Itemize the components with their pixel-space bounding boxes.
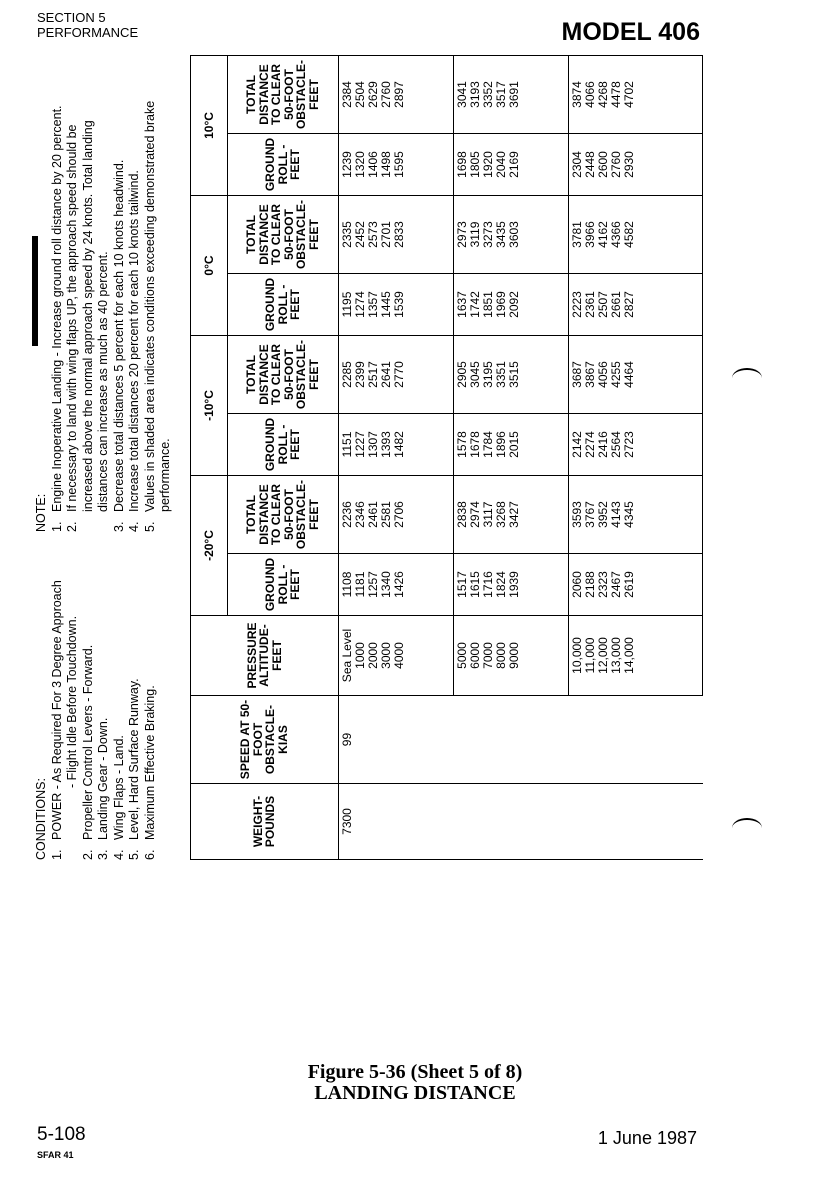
total-distance-cell [453, 195, 568, 273]
cell-value: 2304 [570, 151, 585, 178]
cell-value: 1678 [467, 431, 482, 458]
list-item [143, 540, 159, 860]
cell-value: 4345 [622, 501, 637, 528]
cell-value: 3119 [467, 221, 482, 248]
cell-value: 3867 [583, 361, 598, 388]
cell-value: 3767 [583, 501, 598, 528]
total-distance-cell [453, 476, 568, 554]
item-number: 2. [65, 521, 79, 532]
list-item [112, 82, 128, 532]
cell-value: 2169 [506, 151, 521, 178]
cell-value: 1445 [378, 291, 393, 318]
cell-value: 3435 [493, 221, 508, 248]
cell-value: 3427 [506, 501, 521, 528]
temp-header: -10°C [191, 336, 228, 476]
revision-date: 1 June 1987 [597, 1128, 697, 1148]
cell-value: 1578 [454, 431, 469, 458]
cell-value: 12,000 [596, 637, 611, 674]
cell-value: 1896 [493, 431, 508, 458]
cell-value: 1805 [467, 151, 482, 178]
cell-value: 2223 [570, 291, 585, 318]
cell-value: 3593 [570, 501, 585, 528]
cell-value: 2416 [596, 431, 611, 458]
cell-value: 4255 [609, 361, 624, 388]
cell-value: 1151 [339, 431, 354, 458]
item-text: POWER - As Required For 3 Degree Approach [49, 580, 64, 840]
altitude-cell [569, 616, 703, 696]
cell-value: 1307 [365, 431, 380, 458]
item-number: 2. [80, 849, 95, 860]
note-block [34, 82, 174, 532]
list-item [50, 82, 66, 532]
sfar-label: SFAR 41 [37, 1150, 74, 1160]
cell-value: 3966 [583, 221, 598, 248]
temp-header: -20°C [191, 476, 228, 616]
cell-value: 4000 [391, 642, 406, 669]
cell-value: 2897 [391, 81, 406, 108]
figure-title: LANDING DISTANCE [314, 1082, 516, 1104]
table-row [338, 55, 453, 859]
cell-value: 3691 [506, 81, 521, 108]
cell-value: 2905 [454, 361, 469, 388]
subsection-label: PERFORMANCE [37, 25, 139, 40]
cell-value: 2323 [596, 571, 611, 598]
cell-value: 2399 [352, 361, 367, 388]
cell-value: 4066 [583, 81, 598, 108]
cell-value: 2346 [352, 501, 367, 528]
item-text: Increase total distances 20 percent for each 10 knots tailwind. [127, 170, 141, 512]
cell-value: 2060 [570, 571, 585, 598]
cell-value: 5000 [454, 642, 469, 669]
cell-value: 7000 [480, 642, 495, 669]
total-distance-header: TOTAL DISTANCE TO CLEAR 50-FOOT OBSTACLE-FEET [228, 55, 338, 133]
cell-value: 1824 [493, 571, 508, 598]
list-item [143, 82, 174, 532]
binding-mark [732, 818, 762, 838]
cell-value: 6000 [467, 642, 482, 669]
landing-distance-table [190, 55, 703, 860]
cell-value: 3195 [480, 361, 495, 388]
cell-value: 3603 [506, 221, 521, 248]
item-text: Propeller Control Levers - Forward. [80, 644, 95, 840]
weight-cell [338, 784, 453, 860]
cell-value: 2361 [583, 291, 598, 318]
cell-value: 2188 [583, 571, 598, 598]
cell-value: 1637 [454, 291, 469, 318]
cell-value: 1517 [454, 571, 469, 598]
cell-value: 1498 [378, 151, 393, 178]
conditions-list [50, 540, 159, 860]
cell-value: 10,000 [570, 637, 585, 674]
list-item [127, 540, 143, 860]
total-distance-cell [569, 195, 703, 273]
cell-value: 4143 [609, 501, 624, 528]
cell-value: 3193 [467, 81, 482, 108]
item-text: Landing Gear - Down. [96, 717, 110, 840]
cell-value: 1716 [480, 571, 495, 598]
cell-value: 4582 [622, 221, 637, 248]
total-distance-cell [338, 476, 453, 554]
ground-roll-header: GROUND ROLL - FEET [228, 274, 338, 336]
cell-value: 2827 [622, 291, 637, 318]
cell-value: 2040 [493, 151, 508, 178]
item-number: 1. [49, 849, 64, 860]
cell-value: 2384 [339, 81, 354, 108]
cell-value: 9000 [506, 642, 521, 669]
cell-value: 2770 [391, 361, 406, 388]
ground-roll-cell [569, 414, 703, 476]
cell-value: 3515 [506, 361, 521, 388]
list-item [96, 540, 112, 860]
cell-value: 2974 [467, 501, 482, 528]
list-item [65, 540, 81, 860]
cell-value: 2236 [339, 501, 354, 528]
cell-value: 2723 [622, 431, 637, 458]
cell-value: 2142 [570, 431, 585, 458]
speed-header: SPEED AT 50-FOOT OBSTACLE-KIAS [191, 696, 339, 784]
altitude-cell [338, 616, 453, 696]
total-distance-cell [338, 336, 453, 414]
rotated-chart-area [30, 59, 702, 860]
cell-value: 2285 [339, 361, 354, 388]
cell-value: 1615 [467, 571, 482, 598]
item-text: If necessary to land with wing flaps UP, the approach speed should be increased above the normal approach speed by 24 knots. Total landing distances can increase as much as 40 percent. [65, 120, 110, 512]
speed-cell [453, 696, 568, 784]
list-item [112, 540, 128, 860]
cell-value: 2000 [365, 642, 380, 669]
cell-value: 14,000 [622, 637, 637, 674]
cell-value: 3952 [596, 501, 611, 528]
cell-value: 2564 [609, 431, 624, 458]
figure-caption [0, 1062, 830, 1104]
cell-value: 2661 [609, 291, 624, 318]
cell-value: 1939 [506, 571, 521, 598]
total-distance-cell [569, 476, 703, 554]
cell-value: 2507 [596, 291, 611, 318]
cell-value: 3874 [570, 81, 585, 108]
total-distance-cell [338, 195, 453, 273]
cell-value: 2274 [583, 431, 598, 458]
cell-value: 2452 [352, 221, 367, 248]
cell-value: 1108 [339, 571, 354, 598]
note-list [50, 82, 174, 532]
cell-value: 2504 [352, 81, 367, 108]
cell-value: 1000 [352, 642, 367, 669]
temp-header: 10°C [191, 55, 228, 195]
total-distance-cell [569, 55, 703, 133]
cell-value: 1181 [352, 571, 367, 598]
ground-roll-cell [453, 554, 568, 616]
total-distance-header: TOTAL DISTANCE TO CLEAR 50-FOOT OBSTACLE-FEET [228, 476, 338, 554]
cell-value: 2973 [454, 221, 469, 248]
item-text: Maximum Effective Braking. [142, 685, 157, 840]
conditions-title: CONDITIONS: [34, 778, 48, 860]
cell-value: 4162 [596, 221, 611, 248]
total-distance-header: TOTAL DISTANCE TO CLEAR 50-FOOT OBSTACLE-FEET [228, 195, 338, 273]
cell-value: 7300 [339, 808, 354, 835]
item-number: 5. [127, 849, 141, 860]
cell-value: 2461 [365, 501, 380, 528]
item-number: 5. [142, 521, 157, 532]
cell-value: 1742 [467, 291, 482, 318]
cell-value: 2467 [609, 571, 624, 598]
ground-roll-cell [569, 554, 703, 616]
cell-value: 1969 [493, 291, 508, 318]
cell-value: 1920 [480, 151, 495, 178]
item-number: 3. [96, 849, 110, 860]
total-distance-cell [453, 336, 568, 414]
item-number [65, 840, 81, 860]
cell-value: 2619 [622, 571, 637, 598]
cell-value: 2600 [596, 151, 611, 178]
cell-value: 2760 [609, 151, 624, 178]
cell-value: 1851 [480, 291, 495, 318]
item-text: - Flight Idle Before Touchdown. [65, 615, 79, 788]
cell-value: Sea Level [339, 628, 354, 683]
altitude-header: PRESSURE ALTITUDE-FEET [191, 616, 339, 696]
table-row [453, 55, 568, 859]
ground-roll-cell [338, 554, 453, 616]
item-text: Level, Hard Surface Runway. [127, 678, 141, 840]
cell-value: 4702 [622, 81, 637, 108]
cell-value: 1784 [480, 431, 495, 458]
weight-cell [453, 784, 568, 860]
weight-header: WEIGHT-POUNDS [191, 784, 339, 860]
item-number: 4. [111, 849, 126, 860]
table-row [569, 55, 703, 859]
cell-value: 2930 [622, 151, 637, 178]
cell-value: 2629 [365, 81, 380, 108]
item-number: 6. [142, 849, 157, 860]
cell-value: 1320 [352, 151, 367, 178]
cell-value: 2517 [365, 361, 380, 388]
cell-value: 3268 [493, 501, 508, 528]
note-title: NOTE: [34, 493, 48, 532]
cell-value: 1274 [352, 291, 367, 318]
cell-value: 1340 [378, 571, 393, 598]
cell-value: 2573 [365, 221, 380, 248]
item-number: 4. [127, 521, 141, 532]
ground-roll-header: GROUND ROLL - FEET [228, 133, 338, 195]
cell-value: 1426 [391, 571, 406, 598]
cell-value: 3351 [493, 361, 508, 388]
weight-cell [569, 784, 703, 860]
cell-value: 3117 [480, 501, 495, 528]
figure-number: Figure 5-36 (Sheet 5 of 8) [307, 1061, 523, 1083]
ground-roll-cell [569, 274, 703, 336]
cell-value: 3273 [480, 221, 495, 248]
cell-value: 1257 [365, 571, 380, 598]
cell-value: 1406 [365, 151, 380, 178]
list-item [65, 82, 112, 532]
cell-value: 4478 [609, 81, 624, 108]
cell-value: 3041 [454, 81, 469, 108]
list-item [127, 82, 143, 532]
cell-value: 99 [339, 732, 354, 747]
binding-mark [732, 368, 762, 388]
cell-value: 2335 [339, 221, 354, 248]
cell-value: 1539 [391, 291, 406, 318]
cell-value: 2448 [583, 151, 598, 178]
cell-value: 4464 [622, 361, 637, 388]
cell-value: 2760 [378, 81, 393, 108]
item-text: Values in shaded area indicates conditions exceeding demonstrated brake performance. [142, 100, 172, 512]
cell-value: 4366 [609, 221, 624, 248]
ground-roll-cell [569, 133, 703, 195]
ground-roll-cell [453, 414, 568, 476]
list-item [81, 540, 97, 860]
temp-header: 0°C [191, 195, 228, 335]
model-title: MODEL 406 [561, 18, 700, 46]
total-distance-cell [453, 55, 568, 133]
cell-value: 4056 [596, 361, 611, 388]
cell-value: 3781 [570, 221, 585, 248]
cell-value: 2581 [378, 501, 393, 528]
ground-roll-cell [338, 133, 453, 195]
cell-value: 8000 [493, 642, 508, 669]
ground-roll-cell [338, 414, 453, 476]
cell-value: 3687 [570, 361, 585, 388]
section-label: SECTION 5 [37, 10, 106, 25]
cell-value: 1239 [339, 151, 354, 178]
list-item [50, 540, 66, 860]
cell-value: 1595 [391, 151, 406, 178]
ground-roll-header: GROUND ROLL - FEET [228, 414, 338, 476]
ground-roll-cell [453, 274, 568, 336]
ground-roll-header: GROUND ROLL - FEET [228, 554, 338, 616]
conditions-block [34, 540, 158, 860]
cell-value: 1195 [339, 291, 354, 318]
cell-value: 2015 [506, 431, 521, 458]
page-number: 5-108 [37, 1124, 86, 1145]
cell-value: 2641 [378, 361, 393, 388]
cell-value: 1698 [454, 151, 469, 178]
cell-value: 13,000 [609, 637, 624, 674]
cell-value: 4268 [596, 81, 611, 108]
cell-value: 2838 [454, 501, 469, 528]
cell-value: 1357 [365, 291, 380, 318]
total-distance-cell [569, 336, 703, 414]
ground-roll-cell [453, 133, 568, 195]
cell-value: 2092 [506, 291, 521, 318]
table-body [338, 55, 702, 859]
item-text: Decrease total distances 5 percent for each 10 knots headwind. [111, 159, 126, 512]
total-distance-header: TOTAL DISTANCE TO CLEAR 50-FOOT OBSTACLE-FEET [228, 336, 338, 414]
cell-value: 1482 [391, 431, 406, 458]
cell-value: 2701 [378, 221, 393, 248]
cell-value: 3352 [480, 81, 495, 108]
total-distance-cell [338, 55, 453, 133]
cell-value: 1393 [378, 431, 393, 458]
ground-roll-cell [338, 274, 453, 336]
item-text: Engine Inoperative Landing - Increase ground roll distance by 20 percent. [49, 105, 64, 512]
speed-cell [569, 696, 703, 784]
item-number: 3. [111, 521, 126, 532]
cell-value: 2706 [391, 501, 406, 528]
cell-value: 11,000 [583, 637, 598, 674]
item-text: Wing Flaps - Land. [111, 735, 126, 840]
section-header [37, 10, 138, 40]
item-number: 1. [49, 521, 64, 532]
cell-value: 3000 [378, 642, 393, 669]
cell-value: 2833 [391, 221, 406, 248]
speed-cell [338, 696, 453, 784]
altitude-cell [453, 616, 568, 696]
cell-value: 3517 [493, 81, 508, 108]
cell-value: 3045 [467, 361, 482, 388]
cell-value: 1227 [352, 431, 367, 458]
